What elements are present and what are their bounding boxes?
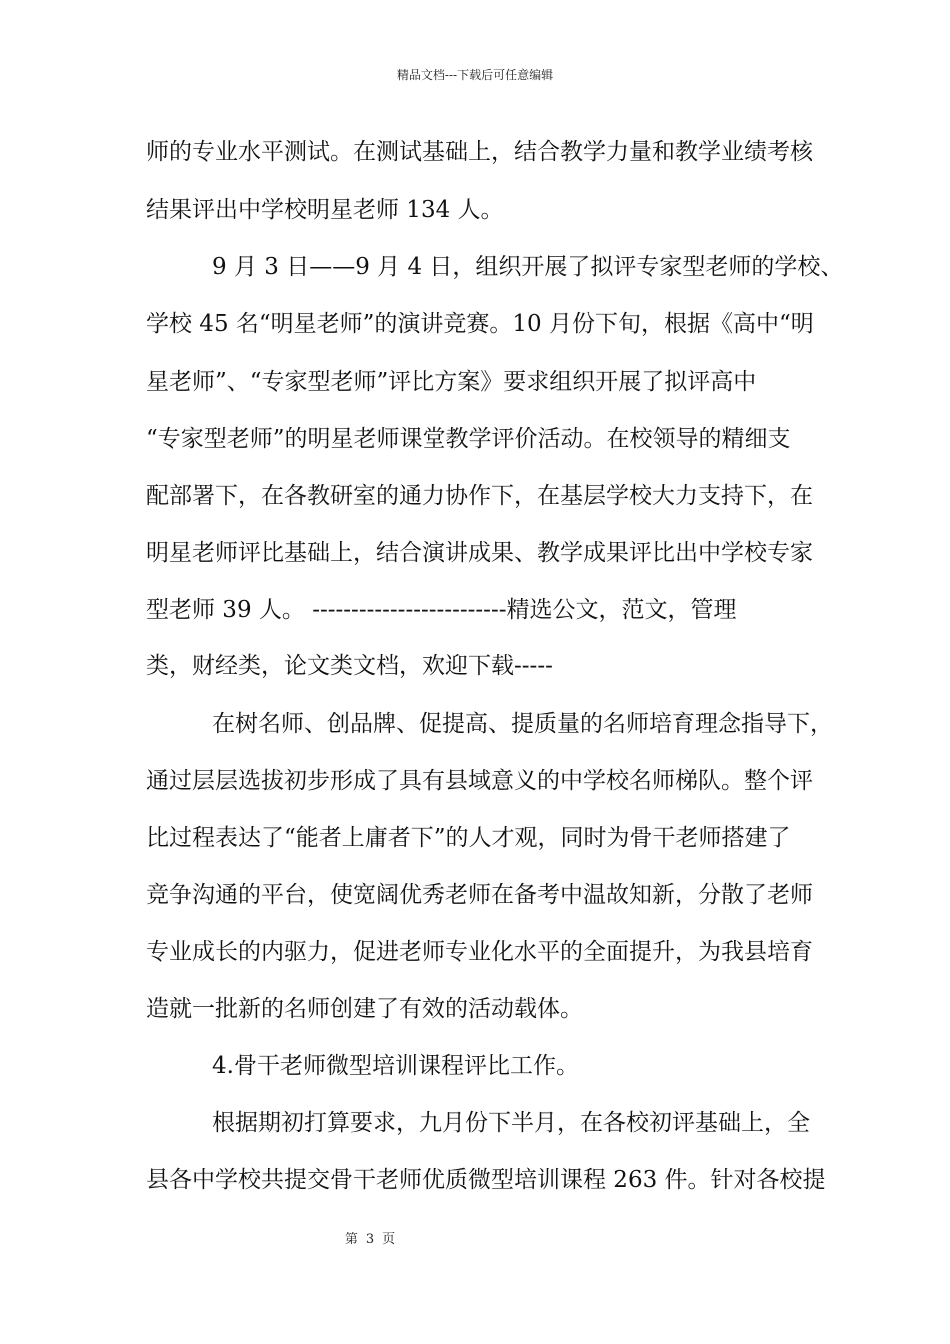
text-line: 学校 45 名“明星老师”的演讲竞赛。10 月份下旬，根据《高中“明	[146, 311, 814, 337]
footer-suffix: 页	[382, 1232, 396, 1247]
text-line: 比过程表达了“能者上庸者下”的人才观，同时为骨干老师搭建了	[146, 825, 791, 851]
page-footer	[0, 1228, 740, 1247]
page-header: 精品文档---下载后可任意编辑	[396, 68, 554, 82]
text-line: 星老师”、“专家型老师”评比方案》要求组织开展了拟评高中	[146, 369, 757, 395]
text-line: 类，财经类，论文类文档，欢迎下载-----	[146, 653, 553, 679]
text-line: 造就一批新的名师创建了有效的活动载体。	[146, 996, 583, 1022]
page-number: 3	[365, 1232, 375, 1247]
text-line: 型老师 39 人。 -------------------------精选公文，范文，管理	[146, 597, 737, 623]
text-line: 配部署下，在各教研室的通力协作下，在基层学校大力支持下，在	[146, 483, 813, 509]
text-line: 竞争沟通的平台，使宽阔优秀老师在备考中温故知新，分散了老师	[146, 882, 813, 908]
text-line: 在树名师、创品牌、促提高、提质量的名师培育理念指导下，	[212, 711, 833, 737]
text-line: 结果评出中学校明星老师 134 人。	[146, 197, 504, 223]
text-line: 明星老师评比基础上，结合演讲成果、教学成果评比出中学校专家	[146, 540, 813, 566]
text-line: 9 月 3 日——9 月 4 日，组织开展了拟评专家型老师的学校、	[212, 254, 844, 280]
text-line: 根据期初打算要求，九月份下半月，在各校初评基础上，全	[212, 1110, 810, 1136]
text-line: 县各中学校共提交骨干老师优质微型培训课程 263 件。针对各校提	[146, 1167, 826, 1193]
text-line: “专家型老师”的明星老师课堂教学评价活动。在校领导的精细支	[146, 426, 791, 452]
footer-prefix: 第	[344, 1232, 358, 1247]
text-line: 专业成长的内驱力，促进老师专业化水平的全面提升，为我县培育	[146, 939, 813, 965]
text-line: 通过层层选拔初步形成了具有县域意义的中学校名师梯队。整个评	[146, 768, 813, 794]
text-line: 师的专业水平测试。在测试基础上，结合教学力量和教学业绩考核	[146, 139, 813, 165]
section-heading: 4.骨干老师微型培训课程评比工作。	[212, 1053, 579, 1079]
